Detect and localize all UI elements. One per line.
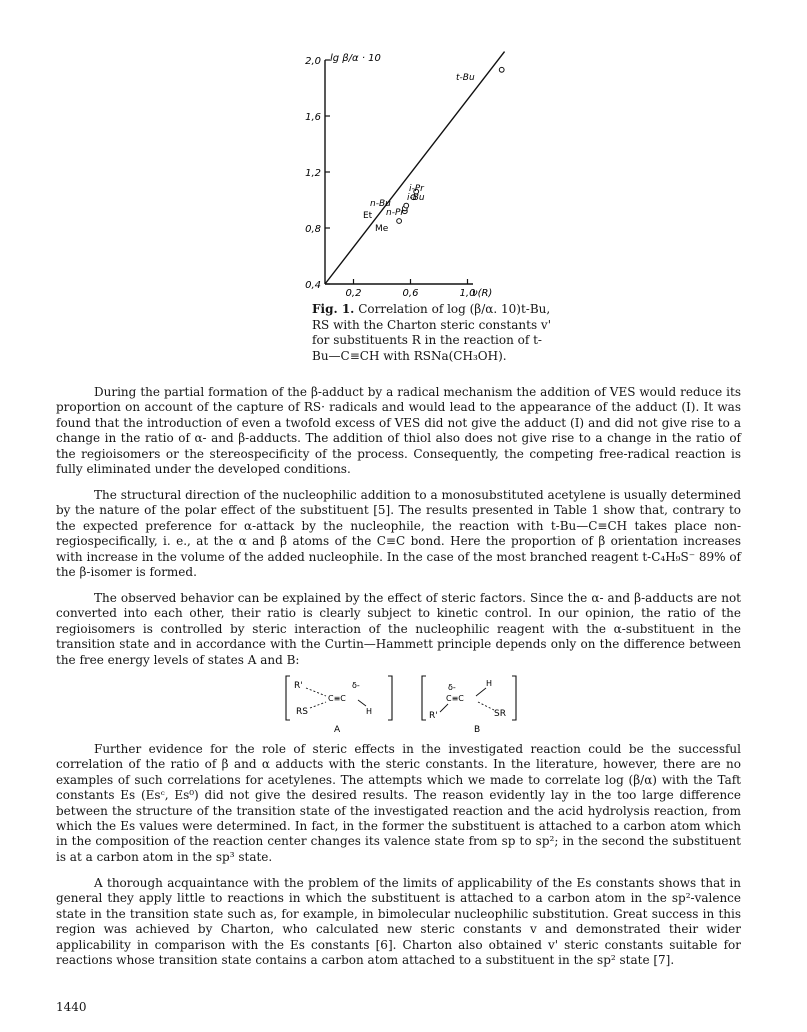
state-b-delta: δ- xyxy=(448,683,456,692)
state-a xyxy=(286,676,392,735)
paragraph-1: During the partial formation of the β-adduct by a radical mechanism the addition of VES would reduce its proportion on account of the capture of RS· radicals and would lead to the appearance of the adduct (I). It was found that the introduction of even a twofold excess of VES did not give the adduct (I) and did not give rise to a change in the ratio of α- and β-adducts. The addition of thiol also does not give rise to a change in the ratio of the regioisomers or the stereospecificity of the process. Consequently, the competing free-radical reaction is fully eliminated under the developed conditions. xyxy=(56,385,741,477)
state-b-h: H xyxy=(486,679,493,688)
x-tick-label: 0,2 xyxy=(345,288,362,299)
state-b-sr: SR xyxy=(494,709,506,719)
state-b-core: C≡C xyxy=(446,694,464,703)
paragraph-5: A thorough acquaintance with the problem of the limits of applicability of the Es constants shows that in general they apply little to reactions in which the substituent is attached to a carbon atom in the sp²-valence state in the transition state such as, for example, in bimolecular nucleophilic substitution. Great success in this region was achieved by Charton, who calculated new steric constants v and demonstrated their wider applicability in comparison with the Es constants [6]. Charton also obtained v' steric constants suitable for reactions whose transition state contains a carbon atom attached to a substituent in the sp² state [7]. xyxy=(56,876,741,968)
point-label-i-pr: i-Pr xyxy=(409,184,424,194)
state-a-rs: RS xyxy=(296,707,308,717)
point-label-n-pr: n-Pr xyxy=(386,208,405,218)
transition-states-diagram xyxy=(282,672,522,736)
x-ticks xyxy=(346,279,476,299)
state-b xyxy=(422,676,516,735)
state-a-h: H xyxy=(366,707,373,716)
y-tick-label: 2,0 xyxy=(305,56,321,67)
y-tick-label: 1,6 xyxy=(305,112,321,123)
paragraph-4: Further evidence for the role of steric effects in the investigated reaction could be the successful correlation of the ratio of β and α adducts with the steric constants. In the literature, however, there are no examples of such correlations for acetylenes. The attempts which we made to correlate log (β/α) with the Taft constants Es (Esᶜ, Es⁰) did not give the desired results. The reason evidently lay in the too large difference between the structure of the transition state of the investigated reaction and the acid hydrolysis reaction, from which the Es values were determined. In fact, in the former the substituent is attached to a carbon atom which in the composition of the reaction center changes its valence state from sp to sp²; in the second the substituent is at a carbon atom in the sp³ state. xyxy=(56,742,741,864)
y-tick-label: 0,8 xyxy=(305,224,321,235)
y-tick-label: 0,4 xyxy=(305,280,321,291)
state-b-label: B xyxy=(474,725,481,735)
paragraph-2: The structural direction of the nucleophilic addition to a monosubstituted acetylene is usually determined by the nature of the polar effect of the substituent [5]. The results presented in Table 1 show that, contrary to the expected preference for α-attack by the nucleophile, the reaction with t-Bu—C≡CH takes place non-regiospecifically, i. e., at the α and β atoms of the C≡C bond. Here the proportion of β orientation increases with increase in the volume of the added nucleophile. In the case of the most branched reagent t-C₄H₉S⁻ 89% of the β-isomer is formed. xyxy=(56,488,741,580)
state-a-r1: R' xyxy=(294,681,303,691)
figure-caption-text: Correlation of log (β/α. 10)t-Bu, RS with the Charton steric constants v' for substituents R in the reaction of t-Bu—C≡CH with RSNa(CH₃OH). xyxy=(312,302,552,363)
point-label-et: Et xyxy=(363,211,373,221)
x-tick-label: 1,0 xyxy=(459,288,476,299)
data-point-n-bu xyxy=(404,203,409,208)
paragraph-3: The observed behavior can be explained by the effect of steric factors. Since the α- and β-adducts are not converted into each other, their ratio is clearly subject to kinetic control. In our opinion, the ratio of the regioisomers is controlled by steric interaction of the nucleophilic reagent with the α-substituent in the transition state and in accordance with the Curtin—Hammett principle depends only on the difference between the free energy levels of states A and B: xyxy=(56,591,741,667)
state-a-label: A xyxy=(334,725,341,735)
point-label-i-bu: i-Bu xyxy=(407,193,425,203)
figure-label: Fig. 1. xyxy=(312,302,355,316)
page-number: 1440 xyxy=(56,1000,87,1014)
data-point-me xyxy=(397,219,402,224)
x-axis-label: ν(R) xyxy=(472,288,493,299)
y-axis-label: lg β/α · 10 xyxy=(330,53,381,64)
point-label-t-bu: t-Bu xyxy=(456,73,475,83)
state-b-r1: R' xyxy=(429,711,438,721)
state-a-delta: δ- xyxy=(352,681,360,690)
y-ticks xyxy=(305,56,330,291)
x-tick-label: 0,6 xyxy=(402,288,419,299)
point-label-me: Me xyxy=(375,224,389,234)
data-point-t-bu xyxy=(499,67,504,72)
figure-caption xyxy=(312,302,552,364)
y-tick-label: 1,2 xyxy=(305,168,321,179)
regression-line xyxy=(325,52,505,284)
chart-axes xyxy=(325,60,473,284)
state-a-core: C≡C xyxy=(328,694,346,703)
point-label-n-bu: n-Bu xyxy=(370,199,391,209)
